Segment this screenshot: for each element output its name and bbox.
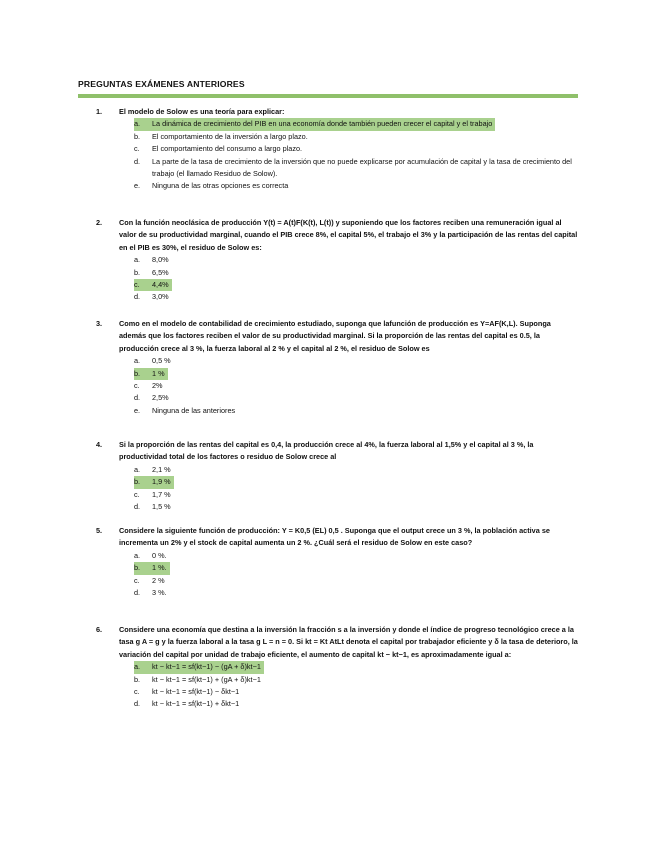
option-text: 2,5% — [152, 393, 169, 403]
answer-options — [96, 464, 578, 514]
question-stem — [96, 318, 578, 355]
option-text: 1,7 % — [152, 489, 171, 499]
question-2 — [96, 217, 578, 304]
title-underline — [78, 94, 578, 98]
option-letter: a. — [134, 550, 141, 560]
question-6 — [96, 624, 578, 711]
question-5 — [96, 525, 578, 599]
answer-option — [96, 392, 578, 404]
answer-option — [96, 380, 578, 392]
answer-option — [96, 550, 578, 562]
answer-options — [96, 661, 578, 711]
option-letter: a. — [134, 119, 141, 129]
option-letter: d. — [134, 502, 141, 512]
option-text: 3 %. — [152, 588, 167, 598]
highlighted-answer-text: 1 % — [152, 368, 165, 378]
option-text: Ninguna de las otras opciones es correcta — [152, 181, 289, 191]
option-letter: e. — [134, 181, 141, 191]
option-letter: b. — [134, 368, 141, 378]
answer-option — [96, 254, 578, 266]
answer-option — [96, 355, 578, 367]
question-number: 5. — [96, 526, 103, 535]
option-letter: a. — [134, 464, 141, 474]
question-text: Como en el modelo de contabilidad de crecimiento estudiado, suponga que lafunción de producción es Y=AF(K,L). Suponga además que los factores reciben el valor de su productividad marginal. Si la proporción de las rentas del capital es 0.5, la producción crece al 3 %, la fuerza laboral al 2 % y el capital al 2 %, el residuo de Solow es — [119, 319, 551, 353]
question-1 — [96, 106, 578, 193]
answer-option — [96, 686, 578, 698]
option-text: 6,5% — [152, 267, 169, 277]
answer-options — [96, 355, 578, 417]
answer-option — [96, 279, 578, 291]
answer-option — [96, 291, 578, 303]
option-letter: b. — [134, 477, 141, 487]
option-letter: e. — [134, 405, 141, 415]
highlighted-answer-text: 1 %. — [152, 563, 167, 573]
question-stem — [96, 525, 578, 550]
option-text: 2,1 % — [152, 464, 171, 474]
answer-option — [96, 143, 578, 155]
answer-option — [96, 587, 578, 599]
question-number: 6. — [96, 625, 103, 634]
answer-option — [96, 501, 578, 513]
option-letter: c. — [134, 381, 140, 391]
question-text: Si la proporción de las rentas del capital es 0,4, la producción crece al 4%, la fuerza laboral al 1,5% y el capital al 3 %, la productividad total de los factores o residuo de Solow crece al — [119, 440, 534, 462]
option-letter: b. — [134, 674, 141, 684]
option-letter: c. — [134, 489, 140, 499]
answer-options — [96, 118, 578, 192]
option-text: 0,5 % — [152, 356, 171, 366]
option-letter: a. — [134, 255, 141, 265]
question-stem — [96, 106, 578, 118]
answer-option — [96, 661, 578, 673]
question-3 — [96, 318, 578, 417]
option-letter: c. — [134, 575, 140, 585]
option-letter: a. — [134, 356, 141, 366]
question-text: Considere una economía que destina a la inversión la fracción s a la inversión y donde el índice de progreso tecnológico crece a la tasa g A = g y la fuerza laboral a la tasa g L = n = 0. Si kt = Kt AtLt denota el capital por trabajador eficiente y δ la tasa de deterioro, la variación del capital por unidad de trabajo eficiente, el aumento de capital kt − kt−1, es aproximadamente igual a: — [119, 625, 578, 659]
option-text: 3,0% — [152, 292, 169, 302]
option-letter: c. — [134, 144, 140, 154]
option-letter: d. — [134, 699, 141, 709]
option-text: La parte de la tasa de crecimiento de la inversión que no puede explicarse por acumulación de capital y la tasa de crecimiento del trabajo (el llamado Residuo de Solow). — [152, 156, 572, 179]
question-text: Con la función neoclásica de producción Y(t) = A(t)F(K(t), L(t)) y suponiendo que los factores reciben una remuneración igual al valor de su productividad marginal, cuando el PIB crece 8%, el capital 5%, el trabajo el 3% y la participación de las rentas del capital en el PIB es 30%, el residuo de Solow es: — [119, 218, 578, 252]
option-letter: d. — [134, 156, 141, 166]
option-letter: c. — [134, 687, 140, 697]
option-text: kt − kt−1 = sf(kt−1) − δkt−1 — [152, 687, 240, 697]
option-text: El comportamiento del consumo a largo plazo. — [152, 144, 303, 154]
highlighted-answer-text: 1,9 % — [152, 477, 171, 487]
question-4 — [96, 439, 578, 513]
option-letter: b. — [134, 267, 141, 277]
question-number: 2. — [96, 218, 103, 227]
highlighted-answer-text: La dinámica de crecimiento del PIB en una economía donde también pueden crecer el capital y el trabajo — [152, 119, 493, 129]
option-text: 1,5 % — [152, 502, 171, 512]
highlighted-answer-text: 4,4% — [152, 280, 169, 290]
answer-option — [96, 180, 578, 192]
question-text: Considere la siguiente función de producción: Y = K0,5 (EL) 0,5 . Suponga que el output crece un 3 %, la población activa se incrementa un 2% y el stock de capital aumenta un 2 %. ¿Cuál será el residuo de Solow en este caso? — [119, 526, 550, 548]
option-text: kt − kt−1 = sf(kt−1) + (gA + δ)kt−1 — [152, 674, 261, 684]
answer-option — [96, 489, 578, 501]
answer-options — [96, 254, 578, 304]
option-text: El comportamiento de la inversión a largo plazo. — [152, 131, 308, 141]
question-stem — [96, 439, 578, 464]
highlighted-answer-text: kt − kt−1 = sf(kt−1) − (gA + δ)kt−1 — [152, 662, 261, 672]
answer-option — [96, 131, 578, 143]
option-letter: d. — [134, 292, 141, 302]
question-number: 4. — [96, 440, 103, 449]
question-stem — [96, 624, 578, 661]
option-letter: b. — [134, 131, 141, 141]
option-text: 2% — [152, 381, 163, 391]
question-stem — [96, 217, 578, 254]
answer-option — [96, 464, 578, 476]
answer-option — [96, 156, 578, 181]
answer-options — [96, 550, 578, 600]
answer-option — [96, 674, 578, 686]
option-text: 0 %. — [152, 550, 167, 560]
option-text: Ninguna de las anteriores — [152, 405, 236, 415]
answer-option — [96, 405, 578, 417]
answer-option — [96, 368, 578, 380]
option-letter: c. — [134, 280, 140, 290]
option-letter: d. — [134, 393, 141, 403]
answer-option — [96, 118, 578, 130]
option-text: kt − kt−1 = sf(kt−1) + δkt−1 — [152, 699, 240, 709]
answer-option — [96, 267, 578, 279]
option-letter: a. — [134, 662, 141, 672]
answer-option — [96, 698, 578, 710]
option-letter: d. — [134, 588, 141, 598]
answer-option — [96, 562, 578, 574]
question-text: El modelo de Solow es una teoría para explicar: — [119, 107, 285, 116]
answer-option — [96, 476, 578, 488]
question-number: 1. — [96, 107, 103, 116]
page-title: PREGUNTAS EXÁMENES ANTERIORES — [78, 79, 245, 89]
option-text: 8,0% — [152, 255, 169, 265]
answer-option — [96, 575, 578, 587]
option-letter: b. — [134, 563, 141, 573]
option-text: 2 % — [152, 575, 165, 585]
question-number: 3. — [96, 319, 103, 328]
